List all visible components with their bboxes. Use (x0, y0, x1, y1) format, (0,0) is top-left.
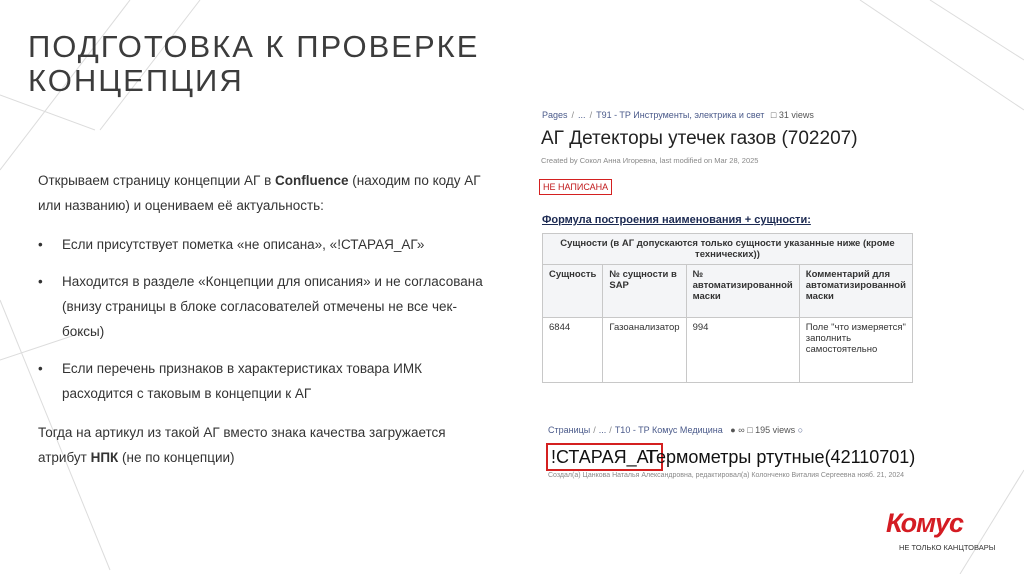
table-cell: 994 (686, 318, 799, 383)
table-cell: 6844 (543, 318, 603, 383)
table-header-cell: № сущности в SAP (603, 265, 686, 318)
table-header-cell: Сущность (543, 265, 603, 318)
confluence-screenshot-new (532, 100, 912, 395)
lock-icon[interactable]: ● (730, 425, 736, 435)
list-item: • Если присутствует пометка «не описана», «!СТАРАЯ_АГ» (38, 232, 488, 257)
breadcrumb-link[interactable]: T10 - TP Комус Медицина (614, 425, 723, 435)
breadcrumb: Страницы / ... / T10 - TP Комус Медицина ● ∞ □ 195 views ○ (548, 425, 804, 435)
table-span-header: Сущности (в АГ допускаются только сущности указанные ниже (кроме технических)) (543, 234, 913, 265)
page-meta: Created by Сокол Анна Игоревна, last modified on Mar 28, 2025 (541, 156, 759, 165)
slide-body (38, 168, 488, 484)
criteria-list (38, 232, 488, 406)
table-row (543, 318, 913, 383)
breadcrumb-ellipsis[interactable]: ... (598, 425, 607, 435)
breadcrumb: Pages / ... / T91 - TP Инструменты, электрика и свет □ 31 views (542, 110, 814, 120)
table-header-cell: № автоматизированной маски (686, 265, 799, 318)
table-cell: Газоанализатор (603, 318, 686, 383)
intro-bold: Confluence (275, 173, 349, 188)
outro-paragraph (38, 420, 488, 470)
title-line-2: КОНЦЕПЦИЯ (28, 63, 244, 98)
views-icon: □ (770, 110, 777, 120)
intro-text: Открываем страницу концепции АГ в (38, 173, 276, 188)
outro-text: Тогда на артикул из такой АГ вместо знака качества загружается атрибут (38, 425, 446, 465)
intro-text-end: (находим по коду АГ или названию) и оцениваем её актуальность: (38, 173, 481, 213)
page-title: Термометры ртутные(42110701) (646, 447, 916, 467)
breadcrumb-link[interactable]: T91 - TP Инструменты, электрика и свет (596, 110, 765, 120)
logo-tagline: НЕ ТОЛЬКО КАНЦТОВАРЫ (899, 543, 996, 552)
confluence-screenshot-old (540, 420, 916, 490)
page-title: АГ Детекторы утечек газов (702207) (541, 128, 858, 149)
views-icon: □ (747, 425, 753, 435)
outro-bold: НПК (90, 450, 119, 465)
attachment-icon[interactable]: ∞ (738, 425, 745, 435)
page-meta: Создал(а) Цанкова Наталья Александровна, редактировал(а) Колонченко Виталия Сергеевна нояб. 21, 2024 (548, 472, 905, 479)
views-count: 31 views (778, 110, 814, 120)
table-header-cell: Комментарий для автоматизированной маски (799, 265, 912, 318)
comment-icon[interactable]: ○ (797, 425, 804, 435)
status-badge: НЕ НАПИСАНА (539, 179, 612, 195)
list-item: • Если перечень признаков в характеристиках товара ИМК расходится с таковым в концепции к АГ (38, 356, 488, 406)
old-status-tag: !СТАРАЯ_АГ (546, 443, 663, 471)
slide-title (28, 30, 479, 98)
entity-table (542, 233, 913, 383)
formula-heading: Формула построения наименования + сущности: (542, 214, 811, 226)
breadcrumb-ellipsis[interactable]: ... (578, 110, 586, 120)
breadcrumb-link[interactable]: Pages (542, 110, 568, 120)
company-logo (884, 508, 1004, 558)
outro-text-end: (не по концепции) (118, 450, 235, 465)
table-cell: Поле "что измеряется" заполнить самостоятельно (799, 318, 912, 383)
title-line-1: ПОДГОТОВКА К ПРОВЕРКЕ (28, 29, 480, 64)
list-item: • Находится в разделе «Концепции для описания» и не согласована (внизу страницы в блоке согласователей отмечены не все чек-боксы) (38, 269, 488, 344)
intro-paragraph (38, 168, 488, 218)
views-count: 195 views (755, 425, 796, 435)
logo-wordmark: Комус (886, 508, 964, 538)
breadcrumb-link[interactable]: Страницы (548, 425, 591, 435)
